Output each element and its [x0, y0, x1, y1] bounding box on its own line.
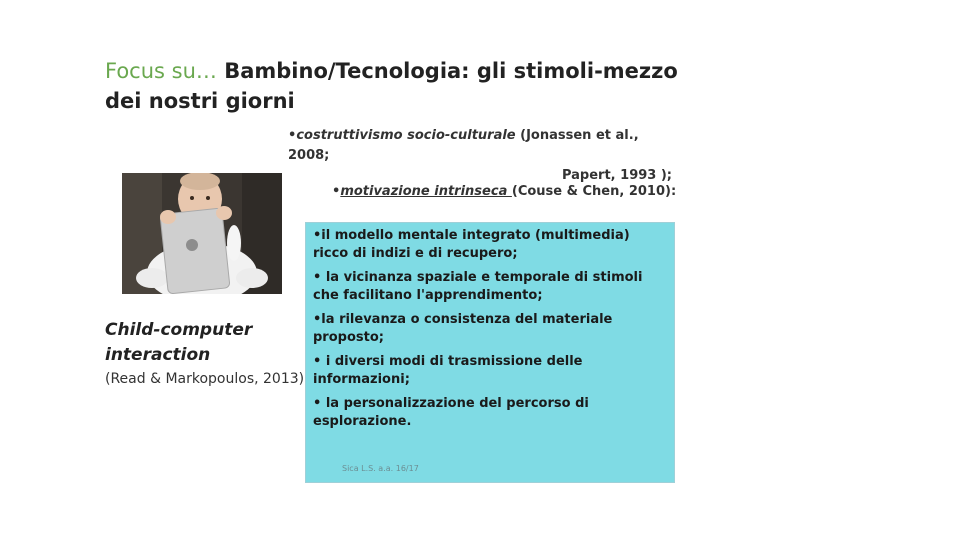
- term-costruttivismo: costruttivismo socio-culturale: [296, 128, 516, 143]
- list-item: • la vicinanza spaziale e temporale di stimoli che facilitano l'apprendimento;: [313, 270, 643, 303]
- reference-costruttivismo: [288, 126, 672, 186]
- principles-list: [306, 223, 674, 431]
- title-lead: Focus su…: [105, 59, 217, 83]
- title-main: Bambino/Tecnologia: gli stimoli-mezzo: [224, 59, 678, 83]
- cci-title-line1: Child-computer: [105, 320, 253, 340]
- list-item: •la rilevanza o consistenza del materiale proposto;: [313, 312, 613, 345]
- citation-papert: Papert, 1993 );: [561, 168, 672, 183]
- citation-couse: (Couse & Chen, 2010):: [511, 184, 677, 199]
- photo-illustration: [122, 173, 282, 294]
- slide-footer: Sica L.S. a.a. 16/17: [342, 464, 419, 473]
- slide-title: [105, 56, 685, 116]
- list-item: •il modello mentale integrato (multimedia) ricco di indizi e di recupero;: [313, 228, 630, 261]
- title-line2: dei nostri giorni: [105, 89, 295, 113]
- baby-with-tablet-photo: [122, 173, 282, 294]
- bullet: •: [332, 184, 341, 199]
- list-item: • i diversi modi di trasmissione delle informazioni;: [313, 354, 583, 387]
- citation-jonassen: (Jonassen et al., 2008;: [288, 128, 639, 163]
- list-item: • la personalizzazione del percorso di esplorazione.: [313, 396, 589, 429]
- bullet: •: [288, 128, 297, 143]
- cci-title-line2: interaction: [105, 345, 211, 365]
- term-motivazione: motivazione intrinseca: [340, 184, 512, 199]
- reference-motivazione: [332, 183, 676, 201]
- cci-citation: (Read & Markopoulos, 2013): [105, 371, 305, 387]
- principles-box: [305, 222, 675, 483]
- child-computer-interaction-label: [105, 318, 305, 390]
